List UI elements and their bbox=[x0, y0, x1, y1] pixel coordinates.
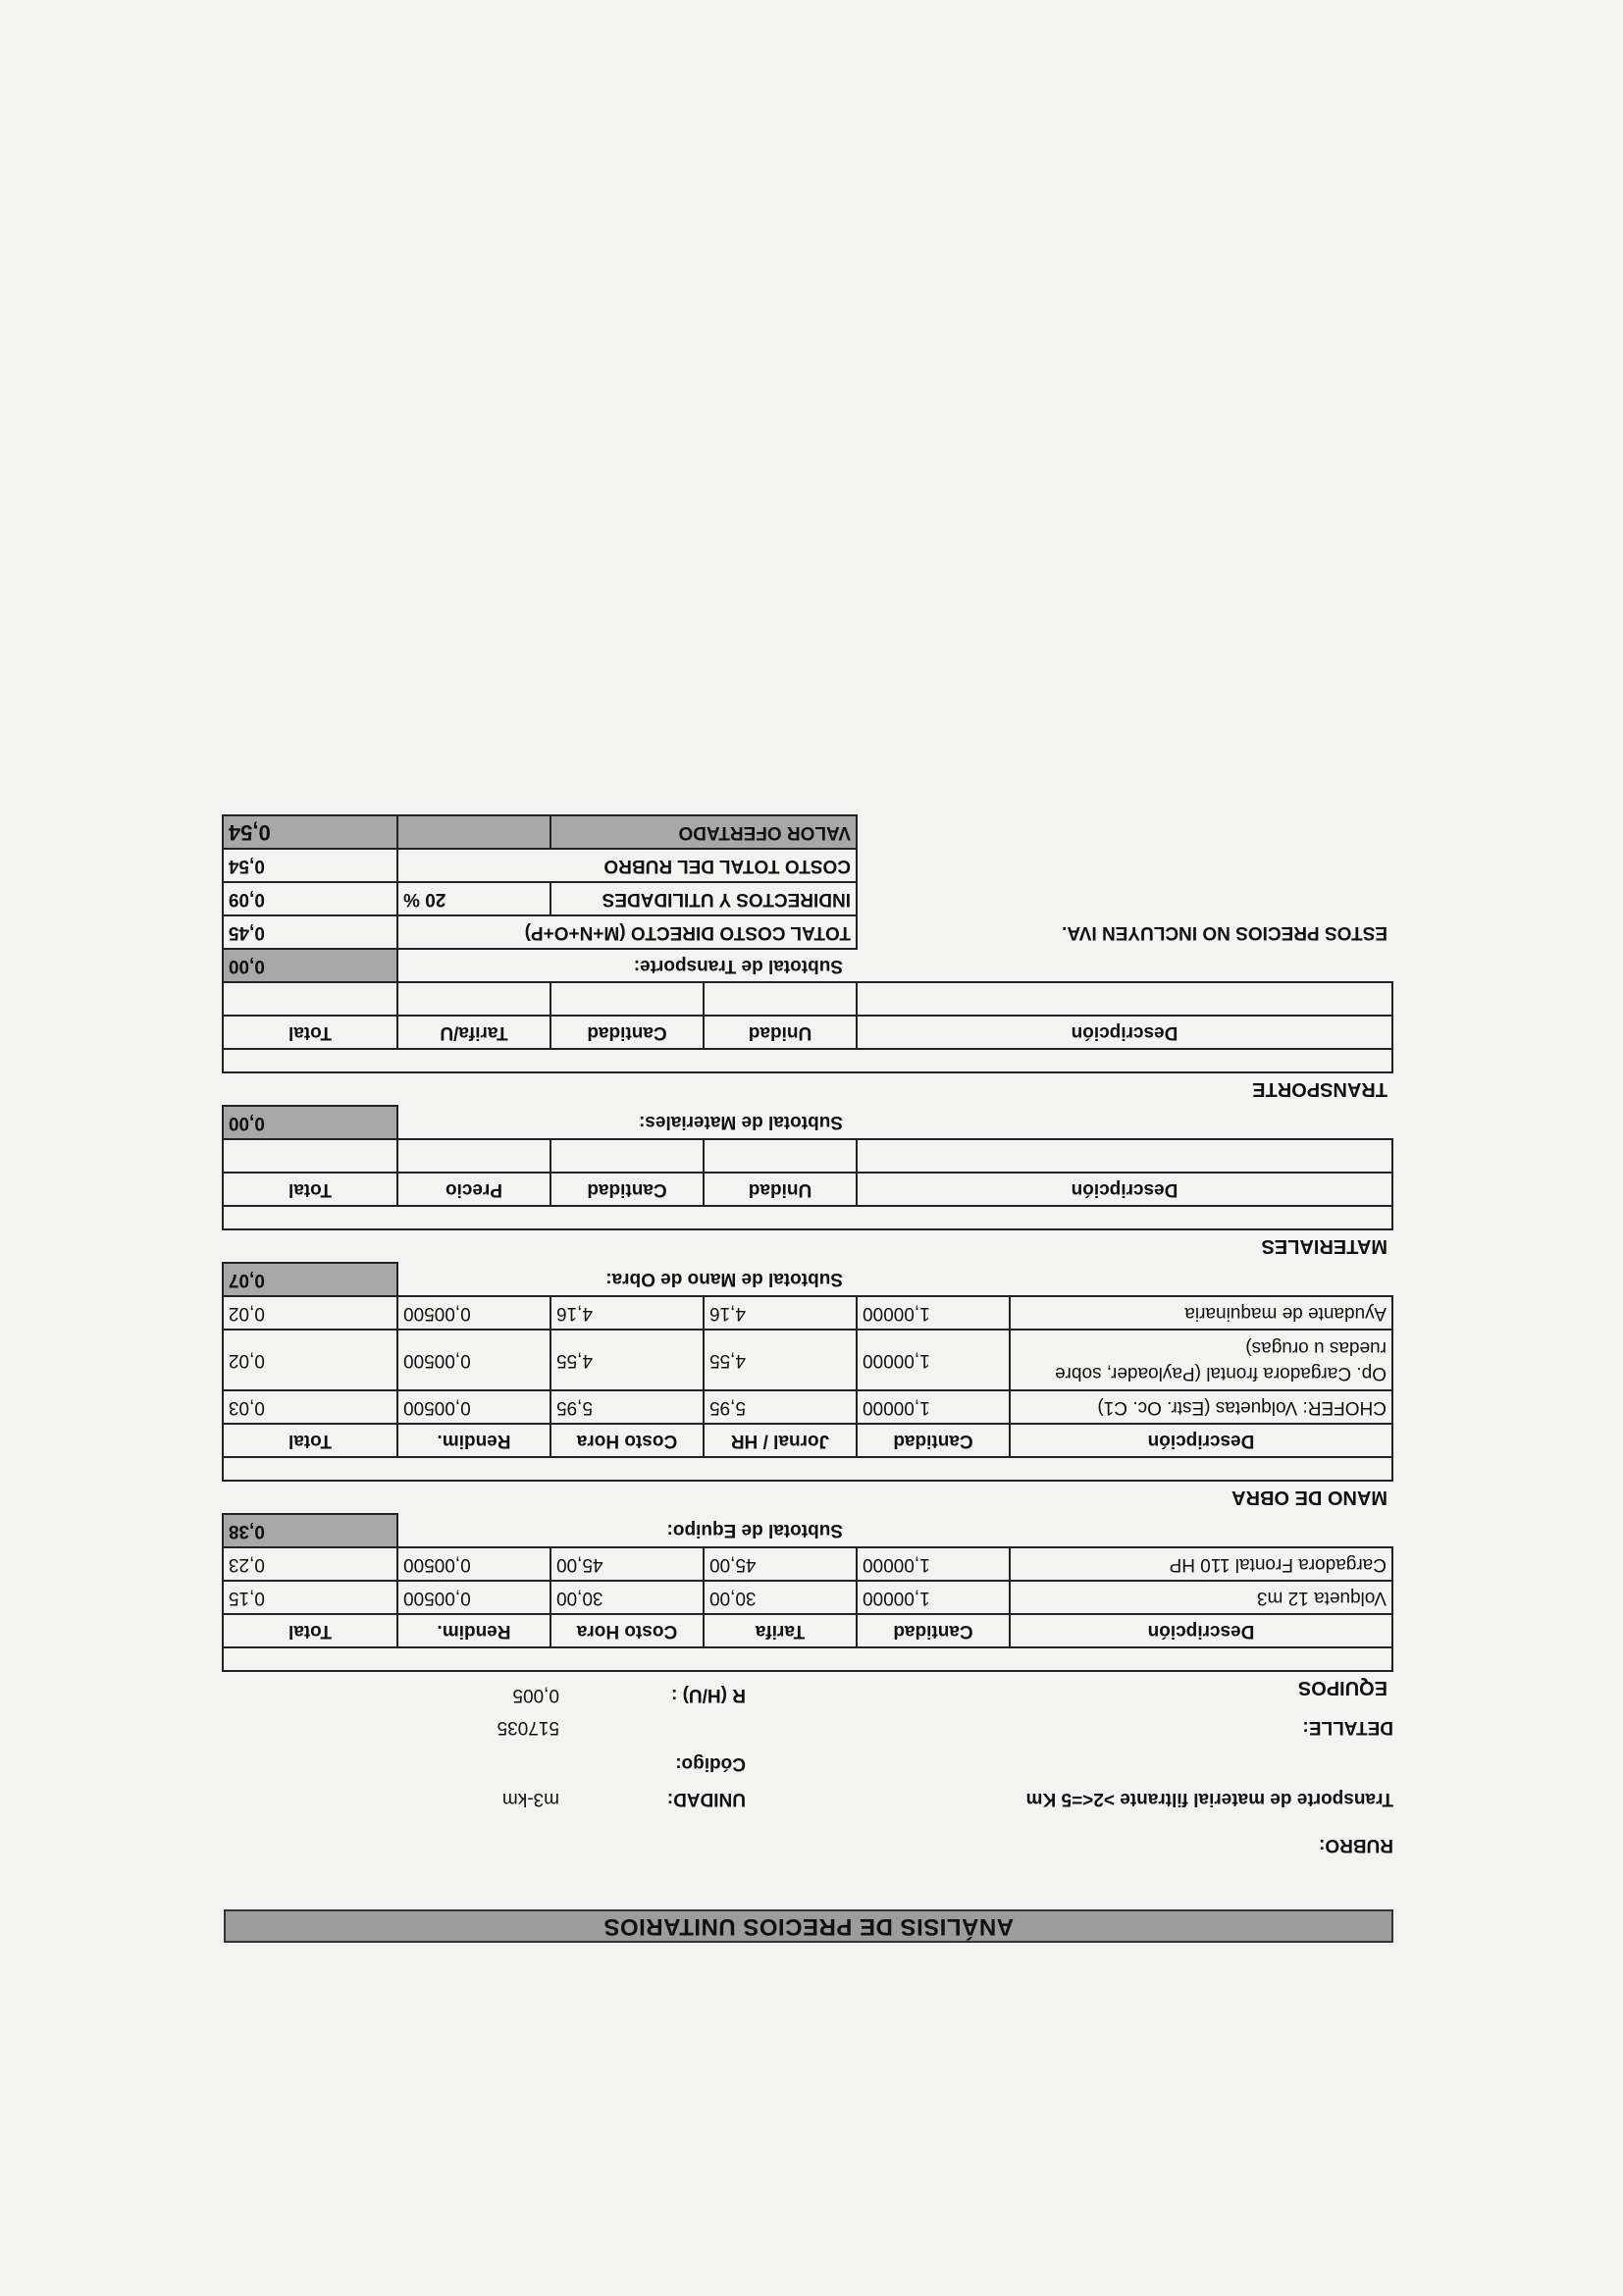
spacer bbox=[223, 1457, 1392, 1481]
cell-costo-hora: 4,55 bbox=[550, 1330, 704, 1390]
cell-descripcion: Volqueta 12 m3 bbox=[1010, 1581, 1392, 1614]
cell-empty bbox=[857, 982, 1392, 1016]
subtotal-mano-obra-value: 0,07 bbox=[223, 1263, 397, 1296]
col-descripcion: Descripción bbox=[1010, 1614, 1392, 1647]
col-total: Total bbox=[223, 1173, 397, 1206]
table-row bbox=[223, 1390, 1392, 1424]
col-cantidad: Cantidad bbox=[857, 1614, 1010, 1647]
cell-jornal: 4,55 bbox=[704, 1330, 857, 1390]
spacer bbox=[857, 815, 1392, 849]
col-costo-hora: Costo Hora bbox=[550, 1424, 704, 1457]
col-rendim: Rendim. bbox=[397, 1424, 550, 1457]
cell-empty bbox=[550, 982, 704, 1016]
cell-total: 0,23 bbox=[223, 1547, 397, 1581]
table-row bbox=[223, 1296, 1392, 1330]
no-iva-note: ESTOS PRECIOS NO INCLUYEN IVA. bbox=[1062, 922, 1387, 943]
table-row bbox=[223, 1547, 1392, 1581]
cell-cantidad: 1,00000 bbox=[857, 1581, 1010, 1614]
cell-rendim: 0,00500 bbox=[397, 1581, 550, 1614]
cell-rendim: 0,00500 bbox=[397, 1330, 550, 1390]
col-total: Total bbox=[223, 1614, 397, 1647]
valor-ofertado-blank bbox=[397, 815, 550, 849]
col-rendim: Rendim. bbox=[397, 1614, 550, 1647]
col-descripcion: Descripción bbox=[857, 1173, 1392, 1206]
costo-directo-value: 0,45 bbox=[223, 915, 397, 949]
subtotal-transporte-label: Subtotal de Transporte: bbox=[633, 956, 843, 976]
col-jornal: Jornal / HR bbox=[704, 1424, 857, 1457]
cell-cantidad: 1,00000 bbox=[857, 1330, 1010, 1390]
cell-costo-hora: 30,00 bbox=[550, 1581, 704, 1614]
subtotal-mano-obra-label: Subtotal de Mano de Obra: bbox=[605, 1269, 843, 1290]
cell-tarifa: 45,00 bbox=[704, 1547, 857, 1581]
cell-empty bbox=[704, 1139, 857, 1173]
costo-directo-row bbox=[223, 915, 1392, 949]
cell-rendim: 0,00500 bbox=[397, 1296, 550, 1330]
subtotal-row bbox=[223, 1106, 1392, 1139]
valor-ofertado-label: VALOR OFERTADO bbox=[550, 815, 857, 849]
cell-descripcion: CHOFER: Volquetas (Estr. Oc. C1) bbox=[1010, 1390, 1392, 1424]
spacer bbox=[857, 882, 1392, 915]
cell-empty bbox=[397, 982, 550, 1016]
indirectos-value: 0,09 bbox=[223, 882, 397, 915]
indirectos-row bbox=[223, 882, 1392, 915]
spacer bbox=[223, 1049, 1392, 1072]
subtotal-equipo-value: 0,38 bbox=[223, 1514, 397, 1547]
subtotal-row bbox=[223, 949, 1392, 982]
cell-jornal: 4,16 bbox=[704, 1296, 857, 1330]
valor-ofertado-value: 0,54 bbox=[223, 815, 397, 849]
valor-ofertado-row bbox=[223, 815, 1392, 849]
col-unidad: Unidad bbox=[704, 1016, 857, 1049]
subtotal-materiales-value: 0,00 bbox=[223, 1106, 397, 1139]
cell-costo-hora: 45,00 bbox=[550, 1547, 704, 1581]
cell-empty bbox=[704, 982, 857, 1016]
cell-descripcion: Op. Cargadora frontal (Payloader, sobre ruedas u orugas) bbox=[1010, 1330, 1392, 1390]
cell-descripcion: Ayudante de maquinaria bbox=[1010, 1296, 1392, 1330]
costo-total-row bbox=[223, 849, 1392, 882]
subtotal-transporte-value: 0,00 bbox=[223, 949, 397, 982]
col-descripcion: Descripción bbox=[857, 1016, 1392, 1049]
detalle-label: DETALLE: bbox=[1302, 1717, 1393, 1738]
rhu-value: 0,005 bbox=[512, 1685, 559, 1705]
spacer bbox=[223, 1647, 1392, 1671]
col-tarifa-u: Tarifa/U bbox=[397, 1016, 550, 1049]
document-title: ANÁLISIS DE PRECIOS UNITARIOS bbox=[224, 1909, 1393, 1943]
materiales-column-headers bbox=[223, 1173, 1392, 1206]
cell-total: 0,03 bbox=[223, 1390, 397, 1424]
cell-total: 0,02 bbox=[223, 1330, 397, 1390]
cell-rendim: 0,00500 bbox=[397, 1390, 550, 1424]
cell-rendim: 0,00500 bbox=[397, 1547, 550, 1581]
rubro-value: Transporte de material filtrante >2<=5 Km bbox=[1025, 1789, 1393, 1809]
subtotal-row bbox=[223, 1263, 1392, 1296]
subtotal-row bbox=[223, 1514, 1392, 1547]
mano-obra-column-headers bbox=[223, 1424, 1392, 1457]
cell-empty bbox=[223, 982, 397, 1016]
col-costo-hora: Costo Hora bbox=[550, 1614, 704, 1647]
cell-total: 0,15 bbox=[223, 1581, 397, 1614]
codigo-label: Código: bbox=[675, 1753, 746, 1774]
col-descripcion: Descripción bbox=[1010, 1424, 1392, 1457]
unidad-label: UNIDAD: bbox=[666, 1789, 746, 1809]
cell-empty bbox=[397, 1139, 550, 1173]
col-tarifa: Tarifa bbox=[704, 1614, 857, 1647]
costo-total-label: COSTO TOTAL DEL RUBRO bbox=[397, 849, 857, 882]
codigo-value: 517035 bbox=[497, 1717, 559, 1738]
col-total: Total bbox=[223, 1424, 397, 1457]
col-cantidad: Cantidad bbox=[550, 1173, 704, 1206]
cell-cantidad: 1,00000 bbox=[857, 1547, 1010, 1581]
transporte-column-headers bbox=[223, 1016, 1392, 1049]
indirectos-label: INDIRECTOS Y UTILIDADES bbox=[550, 882, 857, 915]
section-transporte-title: TRANSPORTE bbox=[223, 1072, 1392, 1106]
cell-cantidad: 1,00000 bbox=[857, 1296, 1010, 1330]
rubro-label: RUBRO: bbox=[1319, 1835, 1393, 1855]
cell-tarifa: 30,00 bbox=[704, 1581, 857, 1614]
section-materiales-title: MATERIALES bbox=[223, 1229, 1392, 1263]
costo-total-value: 0,54 bbox=[223, 849, 397, 882]
cell-total: 0,02 bbox=[223, 1296, 397, 1330]
table-row bbox=[223, 1139, 1392, 1173]
cell-jornal: 5,95 bbox=[704, 1390, 857, 1424]
costo-directo-label: TOTAL COSTO DIRECTO (M+N+O+P) bbox=[397, 915, 857, 949]
table-row bbox=[223, 1330, 1392, 1390]
analysis-table bbox=[222, 814, 1393, 1703]
table-row bbox=[223, 982, 1392, 1016]
section-mano-obra-title: MANO DE OBRA bbox=[223, 1481, 1392, 1514]
indirectos-percent: 20 % bbox=[397, 882, 550, 915]
col-precio: Precio bbox=[397, 1173, 550, 1206]
price-analysis-sheet bbox=[224, 814, 1393, 1943]
cell-empty bbox=[857, 1139, 1392, 1173]
col-unidad: Unidad bbox=[704, 1173, 857, 1206]
col-cantidad: Cantidad bbox=[550, 1016, 704, 1049]
cell-costo-hora: 5,95 bbox=[550, 1390, 704, 1424]
cell-costo-hora: 4,16 bbox=[550, 1296, 704, 1330]
spacer bbox=[857, 849, 1392, 882]
cell-empty bbox=[223, 1139, 397, 1173]
equipos-column-headers bbox=[223, 1614, 1392, 1647]
subtotal-materiales-label: Subtotal de Materiales: bbox=[639, 1112, 843, 1133]
col-cantidad: Cantidad bbox=[857, 1424, 1010, 1457]
rhu-label: R (H/U) : bbox=[671, 1685, 746, 1705]
section-equipos-title: EQUIPOS bbox=[223, 1671, 1392, 1703]
spacer bbox=[223, 1206, 1392, 1229]
cell-cantidad: 1,00000 bbox=[857, 1390, 1010, 1424]
table-row bbox=[223, 1581, 1392, 1614]
subtotal-equipo-label: Subtotal de Equipo: bbox=[666, 1520, 843, 1541]
col-total: Total bbox=[223, 1016, 397, 1049]
cell-empty bbox=[550, 1139, 704, 1173]
cell-descripcion: Cargadora Frontal 110 HP bbox=[1010, 1547, 1392, 1581]
unidad-value: m3-km bbox=[501, 1789, 559, 1809]
